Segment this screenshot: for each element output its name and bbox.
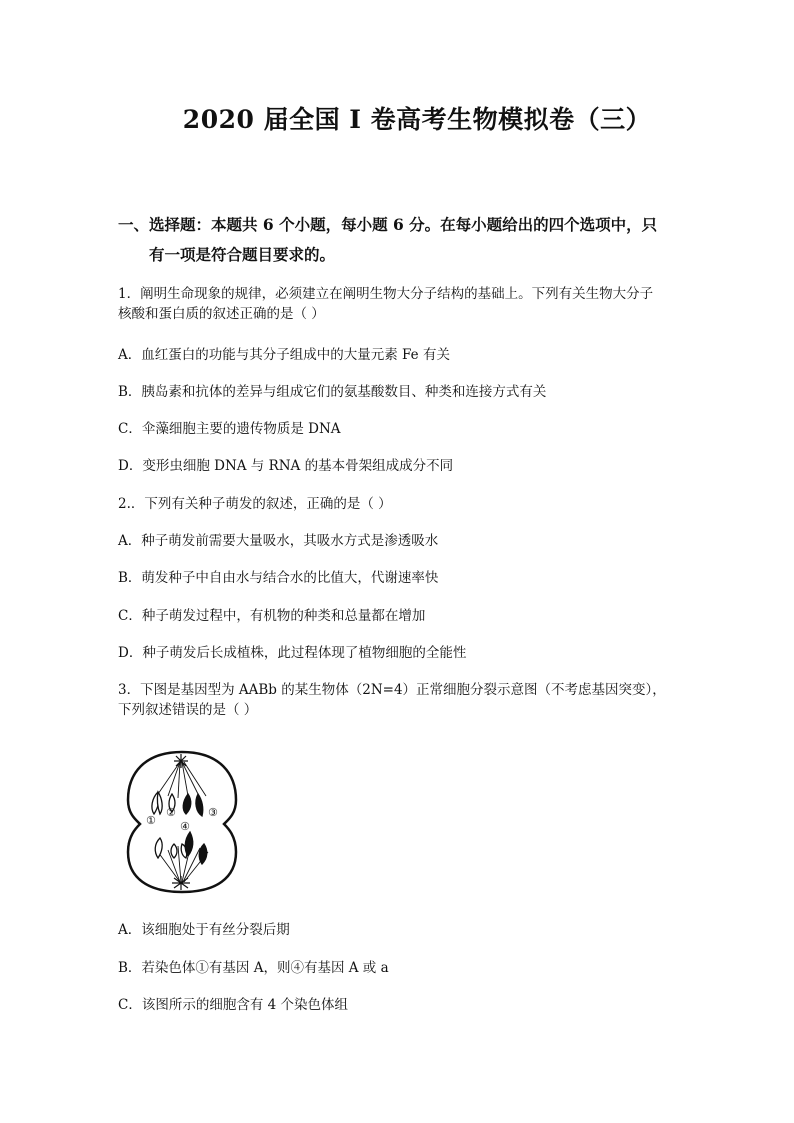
question-3-option-b: B．若染色体①有基因 A，则④有基因 A 或 a	[118, 960, 389, 976]
question-3-stem	[118, 680, 688, 720]
chromosome-label-4: ④	[180, 820, 190, 833]
question-3-option-c: C．该图所示的细胞含有 4 个染色体组	[118, 997, 349, 1013]
chromosome-label-3: ③	[208, 806, 218, 819]
question-3-option-a: A．该细胞处于有丝分裂后期	[118, 922, 290, 938]
chromosome-label-2: ②	[166, 806, 176, 819]
question-2-option-a: A．种子萌发前需要大量吸水，其吸水方式是渗透吸水	[118, 533, 439, 549]
question-2-option-d: D．种子萌发后长成植株，此过程体现了植物细胞的全能性	[118, 645, 467, 661]
question-1-stem	[118, 284, 688, 324]
question-2-option-b: B．萌发种子中自由水与结合水的比值大，代谢速率快	[118, 570, 439, 586]
question-2-stem-line-1: 2.．下列有关种子萌发的叙述，正确的是（ ）	[118, 496, 392, 512]
question-3-stem-line-2: 下列叙述错误的是（ ）	[118, 702, 258, 718]
question-1-stem-line-2: 核酸和蛋白质的叙述正确的是（ ）	[118, 306, 325, 322]
question-2-stem	[118, 494, 688, 514]
question-1-option-d: D．变形虫细胞 DNA 与 RNA 的基本骨架组成成分不同	[118, 458, 454, 474]
question-3-stem-line-1: 3．下图是基因型为 AABb 的某生物体（2N=4）正常细胞分裂示意图（不考虑基因突变），	[118, 682, 666, 698]
question-1-option-c: C．伞藻细胞主要的遗传物质是 DNA	[118, 421, 341, 437]
cell-division-figure	[124, 748, 240, 896]
chromosome-label-1: ①	[146, 814, 156, 827]
question-2-option-c: C．种子萌发过程中，有机物的种类和总量都在增加	[118, 608, 426, 624]
page-title: 2020 届全国 I 卷高考生物模拟卷（三）	[182, 105, 652, 134]
question-1-option-a: A．血红蛋白的功能与其分子组成中的大量元素 Fe 有关	[118, 347, 450, 363]
section-heading-line-2: 有一项是符合题目要求的。	[149, 245, 336, 264]
question-1-stem-line-1: 1．阐明生命现象的规律，必须建立在阐明生物大分子结构的基础上。下列有关生物大分子	[118, 286, 654, 302]
section-heading	[118, 210, 688, 270]
section-heading-line-1: 一、选择题：本题共 6 个小题，每小题 6 分。在每小题给出的四个选项中，只	[118, 215, 658, 234]
question-1-option-b: B．胰岛素和抗体的差异与组成它们的氨基酸数目、种类和连接方式有关	[118, 384, 547, 400]
